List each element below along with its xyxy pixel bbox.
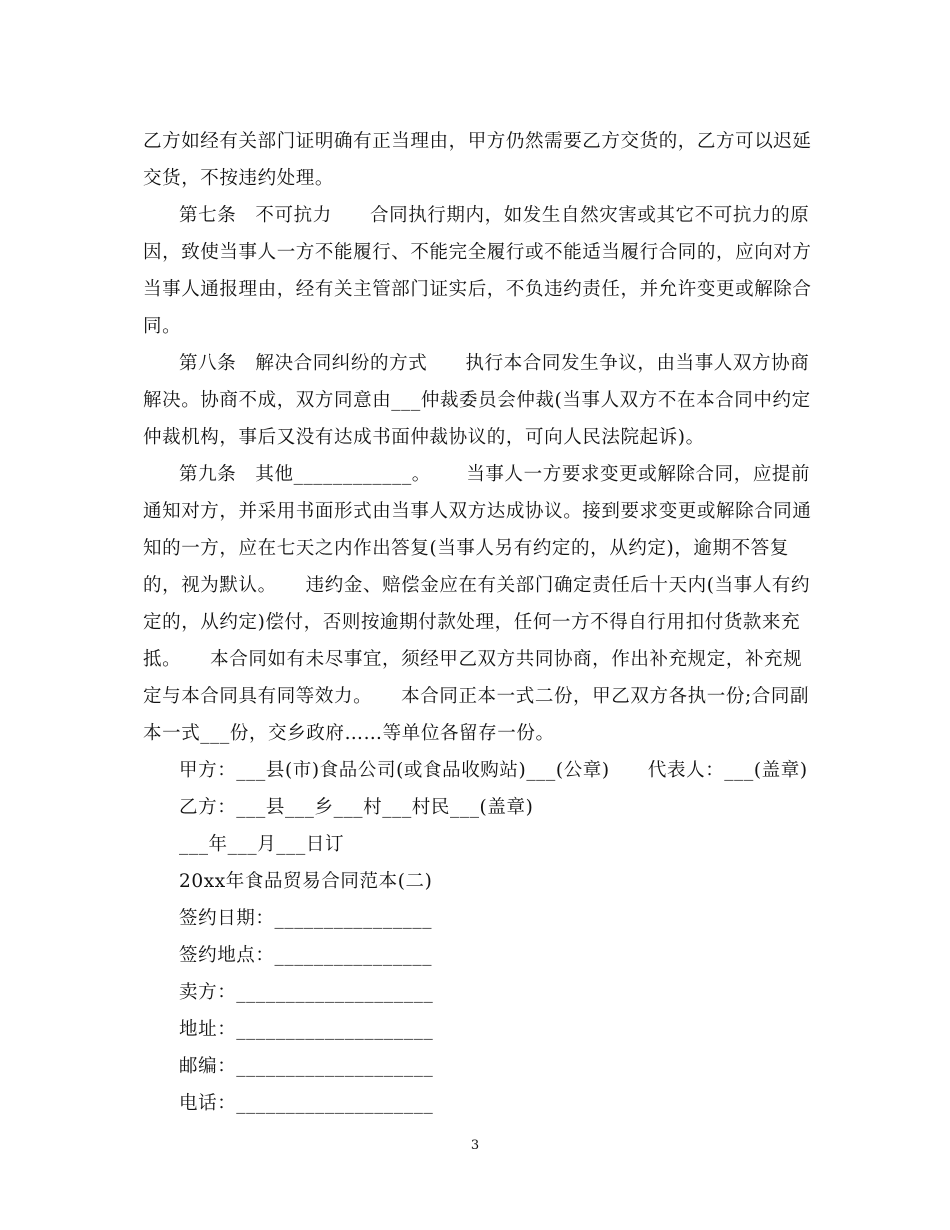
text-line: 定与本合同具有同等效力。 本合同正本一式二份，甲乙双方各执一份;合同副 [143,686,810,707]
text-line: 同。 [143,316,182,337]
text-line: 本一式___份，交乡政府……等单位各留存一份。 [143,723,555,744]
page-number: 3 [470,1138,480,1153]
field-postcode: 邮编：____________________ [179,1056,434,1077]
party-a-signature: 甲方：___县(市)食品公司(或食品收购站)___(公章) 代表人：___(盖章) [179,760,808,781]
field-phone: 电话：____________________ [179,1093,434,1114]
text-line: 抵。 本合同如有未尽事宜，须经甲乙双方共同协商，作出补充规定，补充规 [143,649,803,670]
text-line: 解决。协商不成，双方同意由___仲裁委员会仲裁(当事人双方不在本合同中约定 [143,390,811,411]
text-line: 乙方如经有关部门证明确有正当理由，甲方仍然需要乙方交货的，乙方可以迟延 [143,131,812,152]
party-b-signature: 乙方：___县___乡___村___村民___(盖章) [179,797,534,818]
article-9-heading: 第九条 其他____________。 当事人一方要求变更或解除合同，应提前 [179,464,811,485]
text-line: 知的一方，应在七天之内作出答复(当事人另有约定的，从约定)，逾期不答复 [143,538,789,559]
text-line: 交货，不按违约处理。 [143,168,335,189]
text-line: 仲裁机构，事后又没有达成书面仲裁协议的，可向人民法院起诉)。 [143,427,705,448]
text-line: 因，致使当事人一方不能履行、不能完全履行或不能适当履行合同的，应向对方 [143,242,812,263]
field-sign-place: 签约地点：________________ [179,945,433,966]
field-seller: 卖方：____________________ [179,982,434,1003]
article-8-heading: 第八条 解决合同纠纷的方式 执行本合同发生争议，由当事人双方协商 [179,353,810,374]
field-sign-date: 签约日期：________________ [179,908,433,929]
section-title: 20xx年食品贸易合同范本(二) [179,871,433,892]
field-address: 地址：____________________ [179,1019,434,1040]
text-line: 通知对方，并采用书面形式由当事人双方达成协议。接到要求变更或解除合同通 [143,501,812,522]
signing-date: ___年___月___日订 [179,834,345,855]
text-line: 的，视为默认。 违约金、赔偿金应在有关部门确定责任后十天内(当事人有约 [143,575,811,596]
article-7-heading: 第七条 不可抗力 合同执行期内，如发生自然灾害或其它不可抗力的原 [179,205,810,226]
text-line: 定的，从约定)偿付，否则按逾期付款处理，任何一方不得自行用扣付货款来充 [143,612,801,633]
text-line: 当事人通报理由，经有关主管部门证实后，不负违约责任，并允许变更或解除合 [143,279,812,300]
